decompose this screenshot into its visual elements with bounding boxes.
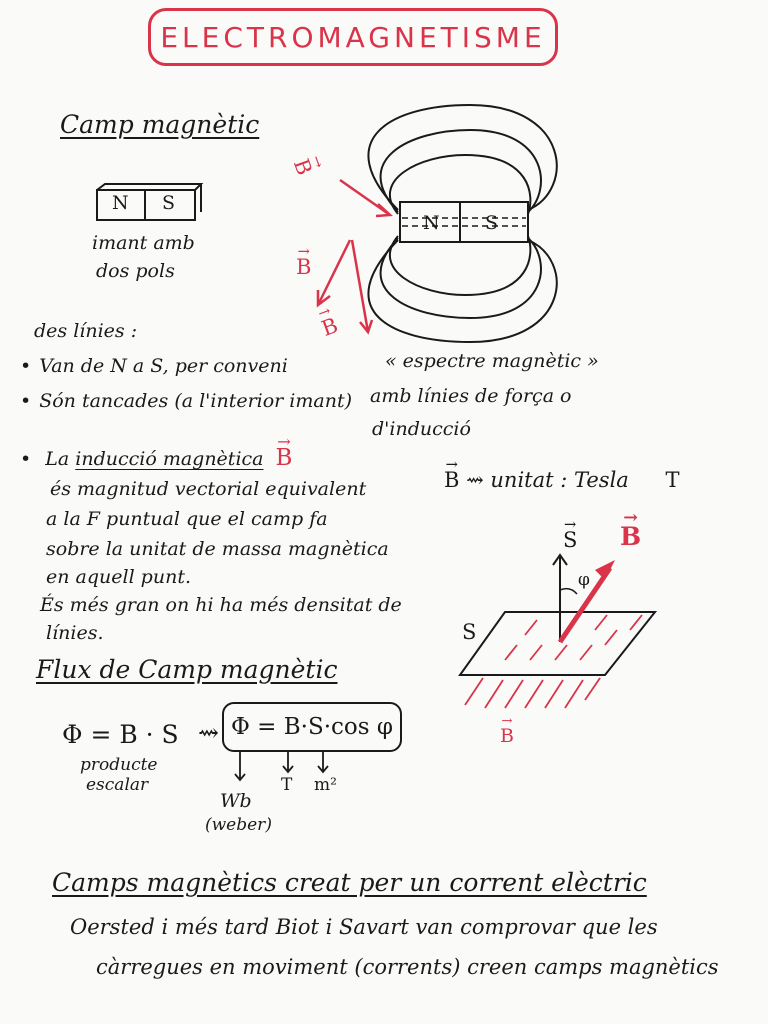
unit-weber: (weber) [205,815,272,835]
induction-line-6: línies. [46,622,104,644]
unit-t: T [281,775,293,795]
unit-m2: m² [314,775,337,795]
field-label-middle: → B [296,255,311,279]
flux-formula-box: Φ = B·S·cos φ [222,702,402,752]
small-magnet-s: S [162,192,176,214]
surface-label: S [462,620,477,644]
section-heading-current: Camps magnètics creat per un corrent elèctric [52,868,647,897]
flux-formula-left: Φ = B · S [62,720,179,749]
small-magnet-n: N [112,192,129,214]
spectrum-line-2: amb línies de força o [370,385,572,407]
field-below-label: → B [500,725,514,747]
oersted-line-2: càrregues en moviment (corrents) creen camps magnètics [96,955,719,979]
page-title: ELECTROMAGNETISME [160,20,546,54]
magnet-caption-2: dos pols [96,260,175,282]
section-heading-camp: Camp magnètic [60,110,260,139]
flux-arrow: ⇝ [198,718,219,747]
unit-line: → B ⇝ unitat : Tesla T [444,468,680,492]
lines-intro: des línies : [34,320,138,342]
unit-wb: Wb [220,790,252,812]
induction-bullet: • La inducció magnètica → B [20,445,292,471]
magnet-caption-1: imant amb [92,232,195,254]
induction-line-4: en aquell punt. [46,566,191,588]
big-magnet-n: N [423,212,440,234]
scalar-note-1: producte [80,755,158,775]
scalar-note-2: escalar [86,775,149,795]
surface-vector-label: → S [563,528,577,552]
flux-surface-diagram [455,550,675,720]
spectrum-line-1: « espectre magnètic » [385,350,599,372]
induction-line-1: és magnitud vectorial equivalent [50,478,367,500]
title-frame [148,8,558,66]
spectrum-line-3: d'inducció [372,418,471,440]
induction-line-3: sobre la unitat de massa magnètica [46,538,389,560]
field-label-top: → B [289,156,317,179]
induction-line-2: a la F puntual que el camp fa [46,508,328,530]
bullet-1: • Van de N a S, per conveni [20,355,288,377]
oersted-line-1: Oersted i més tard Biot i Savart van comprovar que les [70,915,658,939]
bullet-2: • Són tancades (a l'interior imant) [20,390,352,412]
field-vector-label: → B [620,522,641,551]
field-label-bottom: → B [318,313,341,341]
magnet-field-lines-diagram [290,100,590,350]
section-heading-flux: Flux de Camp magnètic [36,655,338,684]
big-magnet-s: S [485,212,499,234]
induction-line-5: És més gran on hi ha més densitat de [40,594,402,616]
angle-label: φ [578,570,590,590]
